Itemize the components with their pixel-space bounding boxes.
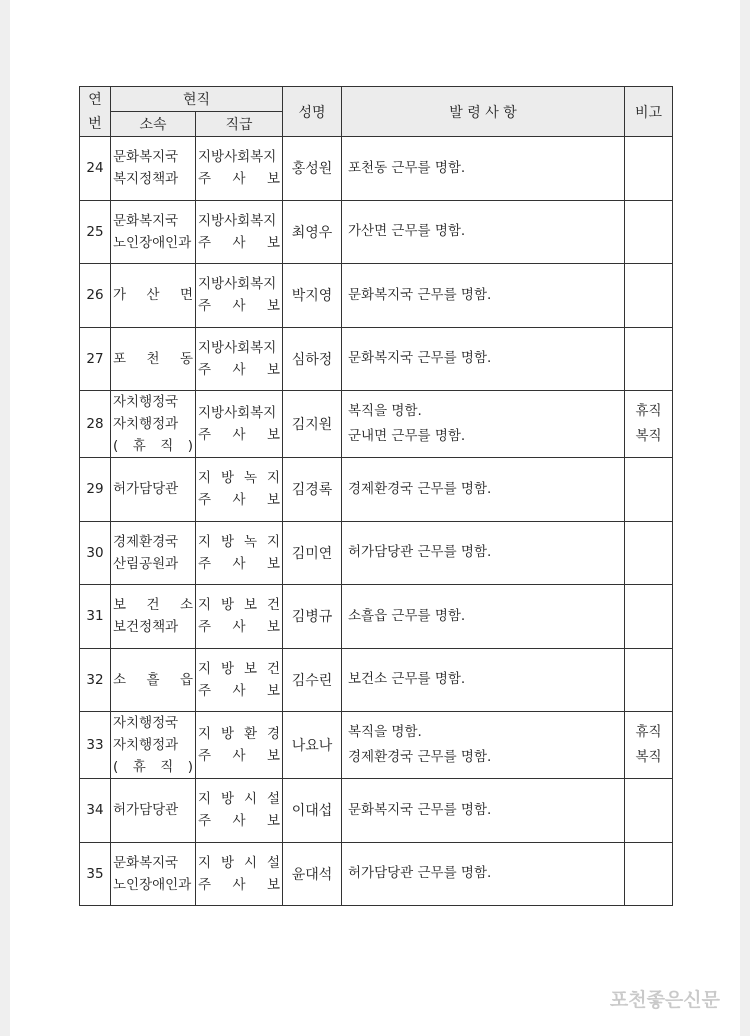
note-cell — [625, 521, 673, 585]
note-cell — [625, 200, 673, 264]
row-number: 31 — [80, 585, 111, 649]
table-row — [80, 458, 673, 522]
note-cell: 휴직 복직 — [625, 391, 673, 458]
department-cell: 문화복지국 노인장애인과 — [111, 200, 196, 264]
department-cell: 경제환경국 산림공원과 — [111, 521, 196, 585]
name-cell: 윤대석 — [283, 842, 342, 906]
order-cell: 문화복지국 근무를 명함. — [342, 264, 625, 328]
department-cell: 소 흘 읍 — [111, 648, 196, 712]
row-number: 29 — [80, 458, 111, 522]
order-cell: 허가담당관 근무를 명함. — [342, 842, 625, 906]
name-cell: 김지원 — [283, 391, 342, 458]
order-cell: 가산면 근무를 명함. — [342, 200, 625, 264]
row-number: 30 — [80, 521, 111, 585]
name-cell: 이대섭 — [283, 779, 342, 843]
department-cell: 보 건 소 보건정책과 — [111, 585, 196, 649]
table-row — [80, 585, 673, 649]
header-row-top — [80, 87, 673, 112]
table-row — [80, 327, 673, 391]
row-number: 32 — [80, 648, 111, 712]
rank-cell: 지 방 시 설 주 사 보 — [196, 779, 283, 843]
department-cell: 자치행정국 자치행정과 ( 휴 직 ) — [111, 712, 196, 779]
department-cell: 자치행정국 자치행정과 ( 휴 직 ) — [111, 391, 196, 458]
rank-cell: 지 방 환 경 주 사 보 — [196, 712, 283, 779]
note-cell — [625, 648, 673, 712]
rank-cell: 지 방 시 설 주 사 보 — [196, 842, 283, 906]
rank-cell: 지방사회복지 주 사 보 — [196, 264, 283, 328]
name-cell: 김경록 — [283, 458, 342, 522]
row-number: 34 — [80, 779, 111, 843]
row-number: 25 — [80, 200, 111, 264]
rank-cell: 지 방 보 건 주 사 보 — [196, 648, 283, 712]
name-cell: 심하정 — [283, 327, 342, 391]
table-row — [80, 137, 673, 201]
rank-cell: 지 방 녹 지 주 사 보 — [196, 521, 283, 585]
row-number: 28 — [80, 391, 111, 458]
row-number: 33 — [80, 712, 111, 779]
note-cell — [625, 327, 673, 391]
newspaper-watermark: 포천좋은신문 — [609, 989, 720, 1011]
rank-cell: 지방사회복지 주 사 보 — [196, 200, 283, 264]
rank-cell: 지 방 녹 지 주 사 보 — [196, 458, 283, 522]
department-cell: 포 천 동 — [111, 327, 196, 391]
order-cell: 소흘읍 근무를 명함. — [342, 585, 625, 649]
order-cell: 경제환경국 근무를 명함. — [342, 458, 625, 522]
order-cell: 문화복지국 근무를 명함. — [342, 779, 625, 843]
table-row — [80, 648, 673, 712]
note-cell — [625, 779, 673, 843]
personnel-order-table — [79, 86, 673, 906]
table-row — [80, 391, 673, 458]
note-cell — [625, 585, 673, 649]
name-cell: 홍성원 — [283, 137, 342, 201]
department-cell: 가 산 면 — [111, 264, 196, 328]
header-order: 발 령 사 항 — [342, 87, 625, 137]
order-cell: 복직을 명함. 군내면 근무를 명함. — [342, 391, 625, 458]
department-cell: 허가담당관 — [111, 779, 196, 843]
name-cell: 박지영 — [283, 264, 342, 328]
row-number: 24 — [80, 137, 111, 201]
name-cell: 김병규 — [283, 585, 342, 649]
rank-cell: 지방사회복지 주 사 보 — [196, 327, 283, 391]
department-cell: 문화복지국 노인장애인과 — [111, 842, 196, 906]
note-cell: 휴직 복직 — [625, 712, 673, 779]
header-name: 성명 — [283, 87, 342, 137]
rank-cell: 지방사회복지 주 사 보 — [196, 391, 283, 458]
note-cell — [625, 137, 673, 201]
order-cell: 포천동 근무를 명함. — [342, 137, 625, 201]
row-number: 26 — [80, 264, 111, 328]
rank-cell: 지 방 보 건 주 사 보 — [196, 585, 283, 649]
order-cell: 복직을 명함. 경제환경국 근무를 명함. — [342, 712, 625, 779]
note-cell — [625, 842, 673, 906]
order-cell: 문화복지국 근무를 명함. — [342, 327, 625, 391]
row-number: 35 — [80, 842, 111, 906]
note-cell — [625, 264, 673, 328]
table-row — [80, 521, 673, 585]
header-rank: 직급 — [196, 112, 283, 137]
table-row — [80, 200, 673, 264]
note-cell — [625, 458, 673, 522]
header-no: 연 번 — [80, 87, 111, 137]
table-row — [80, 264, 673, 328]
name-cell: 김미연 — [283, 521, 342, 585]
department-cell: 허가담당관 — [111, 458, 196, 522]
header-current-position: 현직 — [111, 87, 283, 112]
name-cell: 최영우 — [283, 200, 342, 264]
table-row — [80, 712, 673, 779]
department-cell: 문화복지국 복지정책과 — [111, 137, 196, 201]
table-row — [80, 779, 673, 843]
table-row — [80, 842, 673, 906]
order-cell: 보건소 근무를 명함. — [342, 648, 625, 712]
header-note: 비고 — [625, 87, 673, 137]
order-cell: 허가담당관 근무를 명함. — [342, 521, 625, 585]
name-cell: 김수린 — [283, 648, 342, 712]
name-cell: 나요나 — [283, 712, 342, 779]
rank-cell: 지방사회복지 주 사 보 — [196, 137, 283, 201]
row-number: 27 — [80, 327, 111, 391]
header-dept: 소속 — [111, 112, 196, 137]
